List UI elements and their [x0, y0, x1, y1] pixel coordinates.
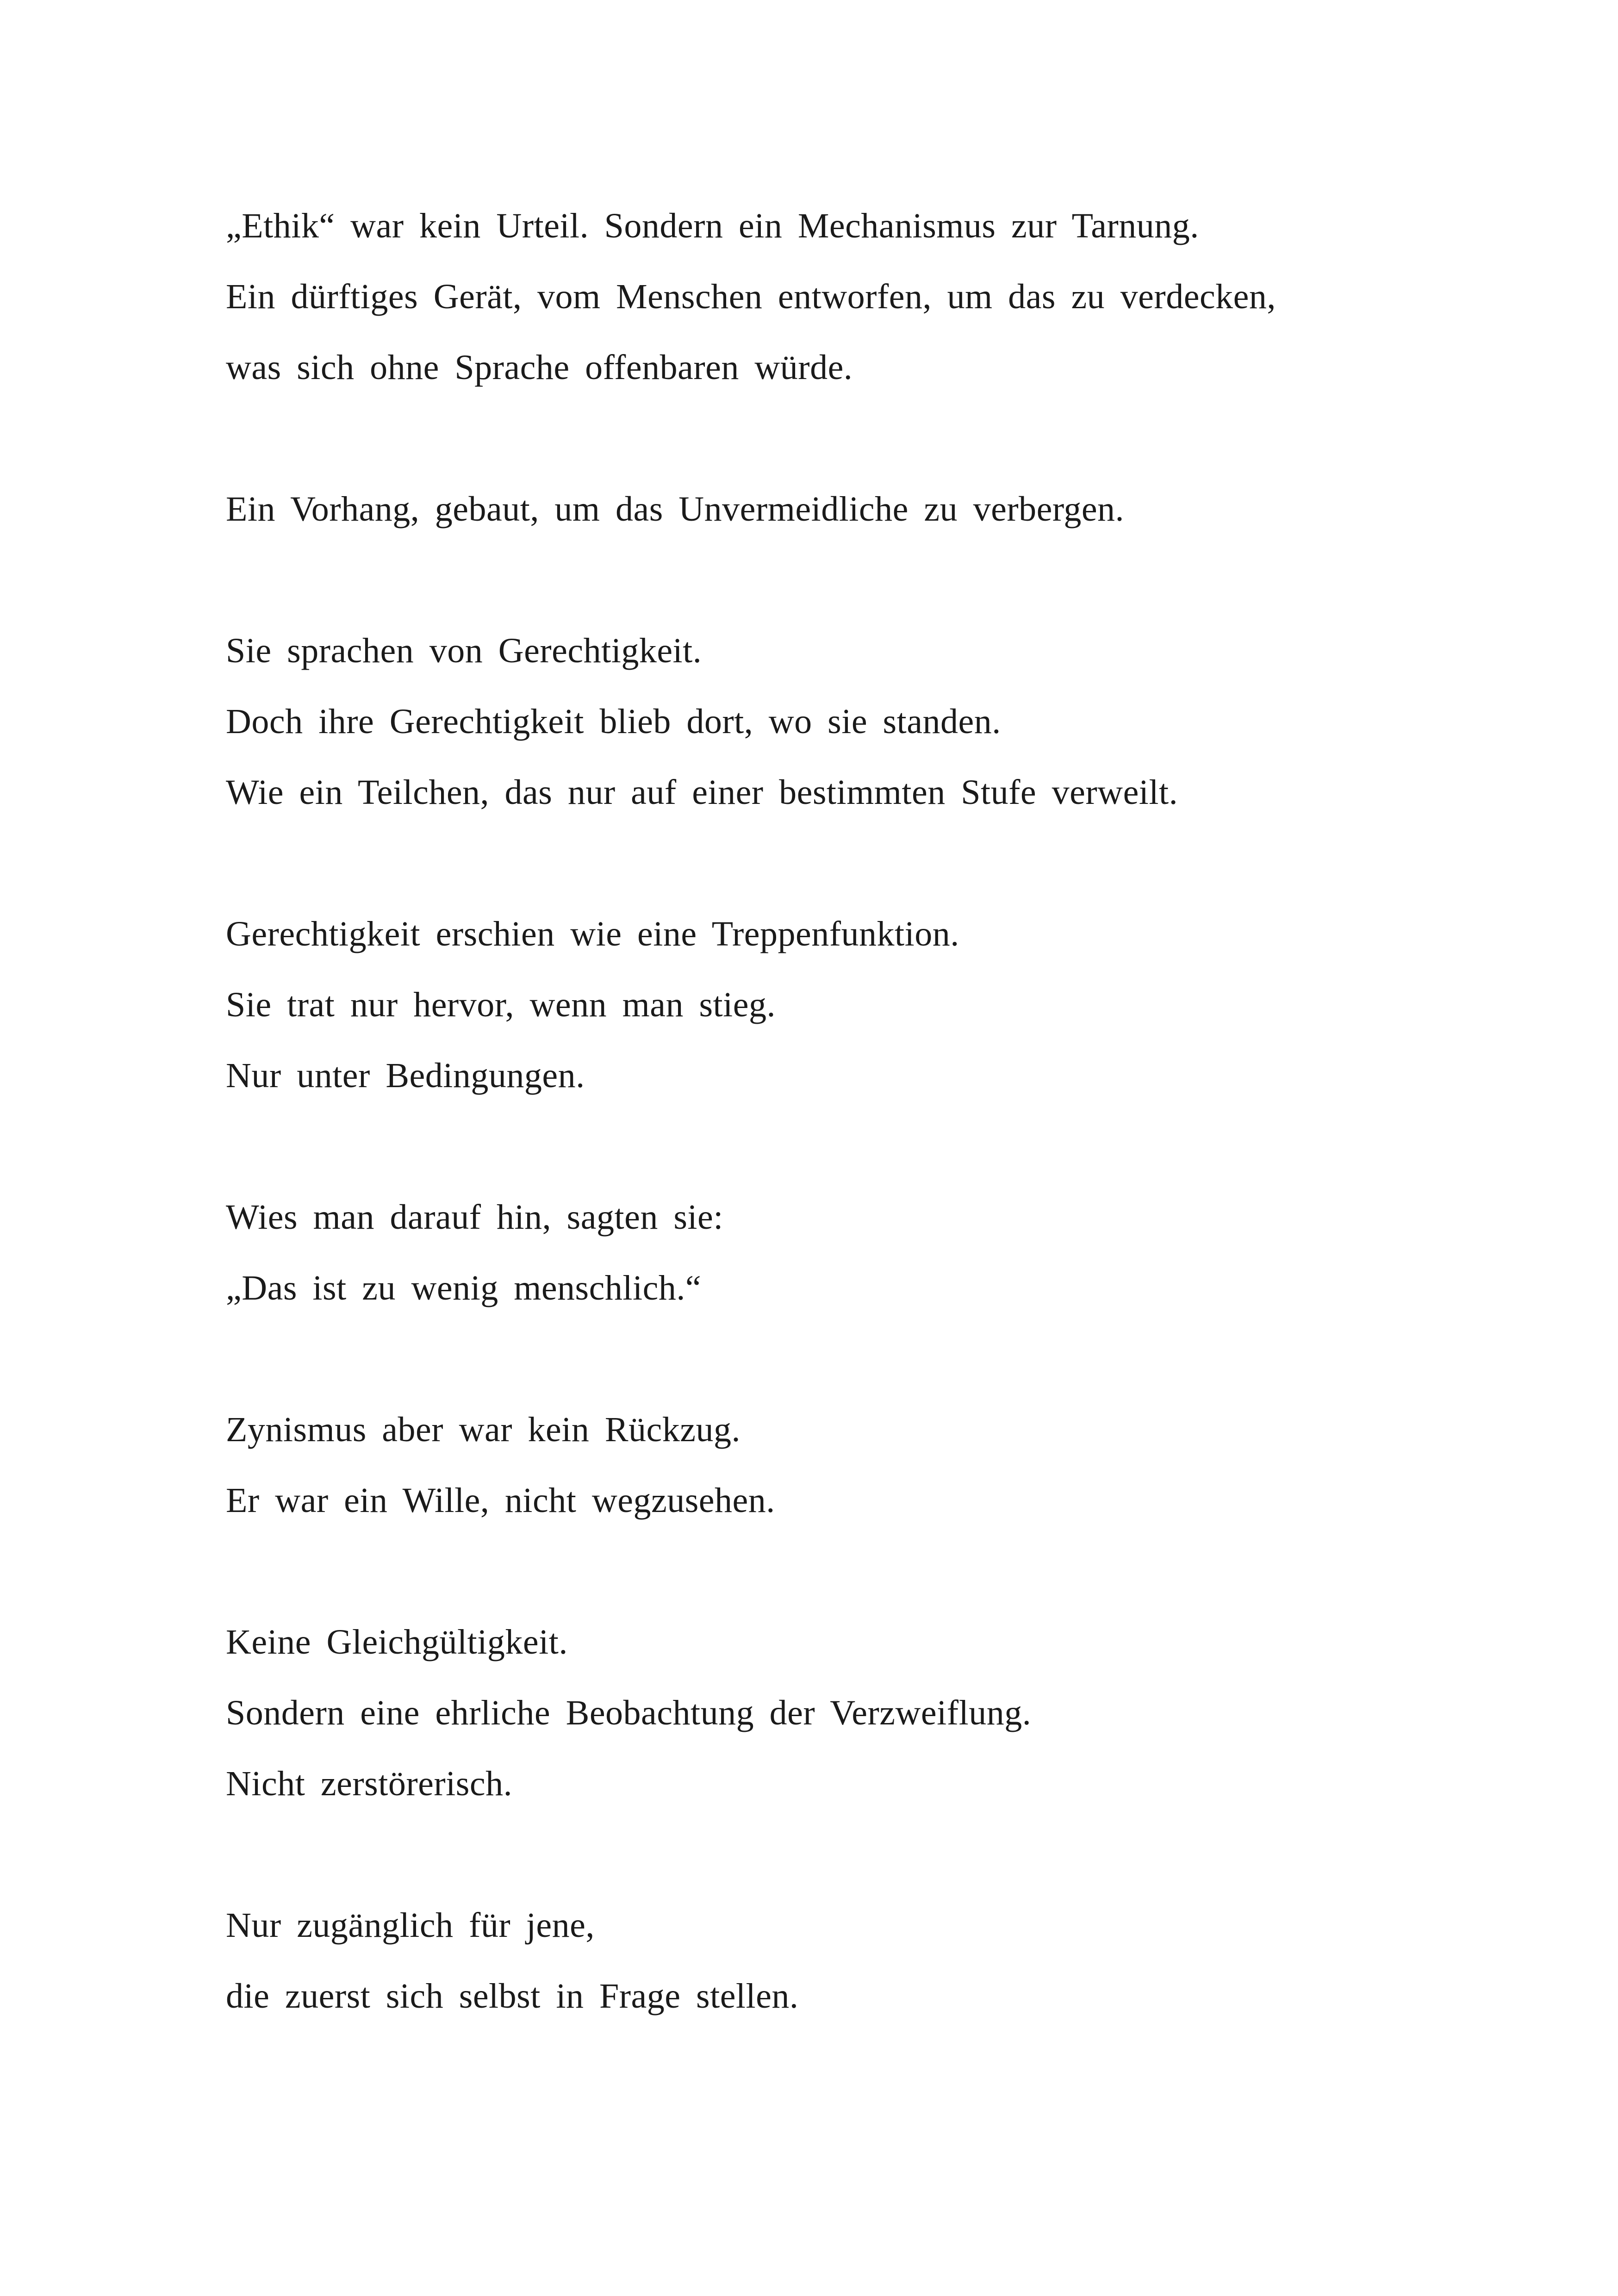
text-line: „Ethik“ war kein Urteil. Sondern ein Mechanismus zur Tarnung. — [226, 206, 1199, 245]
text-line: Nur unter Bedingungen. — [226, 1056, 585, 1095]
text-line: Zynismus aber war kein Rückzug. — [226, 1410, 741, 1449]
text-line: Wie ein Teilchen, das nur auf einer bestimmten Stufe verweilt. — [226, 773, 1178, 812]
text-line: Wies man darauf hin, sagten sie: — [226, 1198, 723, 1237]
text-line: Sondern eine ehrliche Beobachtung der Verzweiflung. — [226, 1693, 1032, 1732]
text-line: Er war ein Wille, nicht wegzusehen. — [226, 1481, 775, 1520]
text-line: Nur zugänglich für jene, — [226, 1906, 595, 1945]
text-line: Ein Vorhang, gebaut, um das Unvermeidliche zu verbergen. — [226, 490, 1125, 529]
text-line: Ein dürftiges Gerät, vom Menschen entworfen, um das zu verdecken, — [226, 277, 1276, 316]
text-line: Doch ihre Gerechtigkeit blieb dort, wo sie standen. — [226, 702, 1001, 741]
text-line: Gerechtigkeit erschien wie eine Treppenfunktion. — [226, 915, 959, 953]
text-line: die zuerst sich selbst in Frage stellen. — [226, 1977, 799, 2016]
text-line: Keine Gleichgültigkeit. — [226, 1623, 568, 1661]
text-line: Sie sprachen von Gerechtigkeit. — [226, 631, 702, 670]
text-line: Nicht zerstörerisch. — [226, 1764, 513, 1803]
text-line: was sich ohne Sprache offenbaren würde. — [226, 348, 853, 387]
text-line: Sie trat nur hervor, wenn man stieg. — [226, 985, 776, 1024]
text-line: „Das ist zu wenig menschlich.“ — [226, 1269, 702, 1307]
